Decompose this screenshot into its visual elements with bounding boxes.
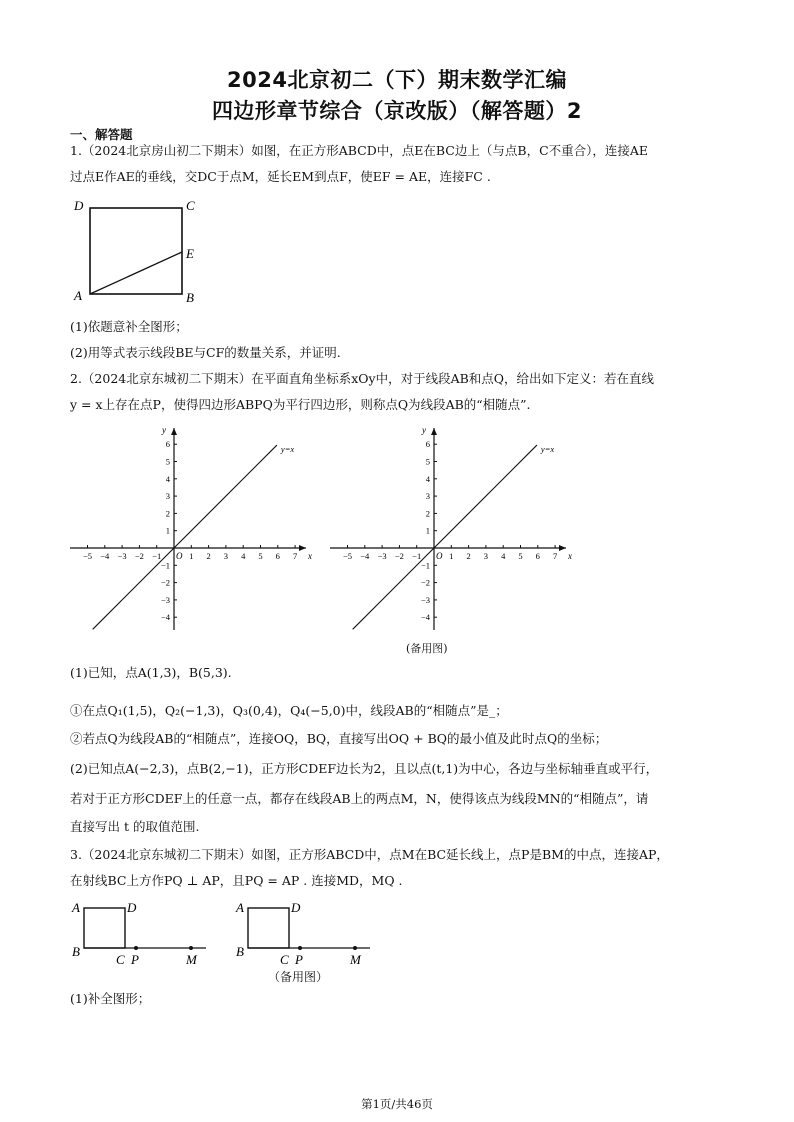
q2-spare-coordinate-graph: [330, 424, 580, 634]
q3-point-p: [134, 946, 138, 950]
x-axis-arrow: [299, 545, 306, 551]
q2-stem-line1: 2.（2024北京东城初二下期末）在平面直角坐标系xOy中，对于线段AB和点Q，给出如下定义：若在直线: [70, 371, 655, 386]
y-tick-label: 4: [425, 473, 430, 484]
q2-part1: (1)已知，点A(1,3)，B(5,3).: [70, 665, 232, 680]
y-tick-label: −4: [160, 612, 170, 623]
y-tick-label: 6: [165, 439, 170, 450]
y-tick-label: −1: [160, 560, 170, 571]
y-tick-label: 1: [425, 525, 430, 536]
q3-spare-label-a: A: [236, 900, 244, 915]
x-tick-label: −5: [82, 551, 93, 561]
x-tick-label: 6: [535, 551, 540, 561]
line-label: y=x: [280, 444, 295, 455]
q1-label-a: A: [74, 288, 82, 303]
x-tick-label: 5: [258, 551, 263, 561]
y-tick-label: 6: [425, 439, 430, 450]
x-axis-arrow: [559, 545, 566, 551]
x-tick-label: 7: [292, 551, 298, 561]
line-y-equals-x: [93, 445, 277, 629]
q3-label-p: P: [131, 952, 139, 967]
y-tick-label: −4: [420, 612, 430, 623]
q1-label-c: C: [186, 198, 195, 213]
q3-spare-point-m: [353, 946, 357, 950]
y-tick-label: −2: [160, 577, 170, 588]
q3-spare-label-b: B: [236, 944, 244, 959]
q1-square: [90, 208, 182, 294]
q2-part2-line1: (2)已知点A(−2,3)，点B(2,−1)，正方形CDEF边长为2，且以点(t,1)为中心，各边与坐标轴垂直或平行，: [70, 761, 659, 776]
q3-stem-line2: 在射线BC上方作PQ ⊥ AP，且PQ = AP . 连接MD，MQ .: [70, 873, 403, 888]
x-tick-label: 2: [466, 551, 471, 561]
q3-spare-label-p: P: [295, 952, 303, 967]
q3-stem-line1: 3.（2024北京东城初二下期末）如图，正方形ABCD中，点M在BC延长线上，点P是BM的中点，连接AP，: [70, 847, 669, 862]
doc-title-line1: 2024北京初二（下）期末数学汇编: [227, 68, 567, 92]
origin-label: O: [176, 551, 183, 561]
x-tick-label: 6: [275, 551, 280, 561]
q2-part1b: ②若点Q为线段AB的“相随点”，连接OQ，BQ，直接写出OQ + BQ的最小值及此时点Q的坐标；: [70, 731, 608, 746]
x-tick-label: −1: [152, 551, 162, 561]
x-axis-label: x: [308, 551, 312, 561]
q3-label-b: B: [72, 944, 80, 959]
y-tick-label: 5: [425, 456, 430, 467]
q3-point-m: [189, 946, 193, 950]
page-footer: 第1页/共46页: [361, 1097, 433, 1111]
q2-part2-line3: 直接写出 t 的取值范围.: [70, 819, 200, 834]
x-tick-label: 2: [206, 551, 211, 561]
q3-part1: (1)补全图形；: [70, 991, 151, 1006]
origin-label: O: [436, 551, 443, 561]
q3-spare-label-d: D: [291, 900, 301, 915]
y-tick-label: 1: [165, 525, 170, 536]
q3-spare-label-c: C: [280, 952, 289, 967]
q3-spare-caption: （备用图）: [268, 970, 329, 984]
q3-spare-point-p: [298, 946, 302, 950]
y-tick-label: −3: [420, 594, 430, 605]
x-tick-label: −3: [117, 551, 127, 561]
doc-title-line2: 四边形章节综合（京改版）（解答题）2: [211, 99, 583, 123]
q2-part1a: ①在点Q₁(1,5)，Q₂(−1,3)，Q₃(0,4)，Q₄(−5,0)中，线段AB的“相随点”是_；: [70, 703, 508, 718]
x-tick-label: −5: [342, 551, 353, 561]
x-tick-label: 3: [483, 551, 489, 561]
q2-stem-line2: y = x上存在点P，使得四边形ABPQ为平行四边形，则称点Q为线段AB的“相随点”.: [70, 397, 531, 412]
y-tick-label: −3: [160, 594, 170, 605]
q1-figure: [70, 196, 210, 308]
q3-label-d: D: [127, 900, 137, 915]
x-tick-label: 5: [518, 551, 523, 561]
q1-label-d: D: [74, 198, 84, 213]
q2-coordinate-graph: [70, 424, 320, 634]
y-tick-label: 2: [165, 508, 170, 519]
q3-figure: [70, 898, 220, 970]
x-tick-label: −2: [394, 551, 404, 561]
y-axis-arrow: [431, 428, 437, 435]
y-tick-label: 3: [425, 491, 430, 502]
x-tick-label: 3: [223, 551, 229, 561]
q1-stem-line2: 过点E作AE的垂线，交DC于点M，延长EM到点F，使EF = AE，连接FC .: [70, 169, 491, 184]
q2-spare-caption: (备用图): [406, 642, 448, 655]
x-tick-label: −2: [134, 551, 144, 561]
x-tick-label: −4: [360, 551, 370, 561]
q1-part1: (1)依题意补全图形；: [70, 319, 188, 334]
q1-label-b: B: [186, 290, 194, 305]
y-tick-label: −1: [420, 560, 430, 571]
y-axis-arrow: [171, 428, 177, 435]
x-tick-label: 1: [189, 551, 194, 561]
q2-part2-line2: 若对于正方形CDEF上的任意一点，都存在线段AB上的两点M，N，使得该点为线段MN的“相随点”，请: [70, 791, 649, 806]
q1-stem-line1: 1.（2024北京房山初二下期末）如图，在正方形ABCD中，点E在BC边上（与点B，C不重合），连接AE: [70, 143, 649, 158]
q3-label-a: A: [72, 900, 80, 915]
q1-label-e: E: [186, 246, 194, 261]
q3-spare-figure: [234, 898, 384, 970]
x-tick-label: −1: [412, 551, 422, 561]
q3-square: [84, 908, 125, 948]
x-tick-label: 4: [241, 551, 246, 561]
q3-spare-square: [248, 908, 289, 948]
y-tick-label: 3: [165, 491, 170, 502]
q3-spare-label-m: M: [350, 952, 361, 967]
line-y-equals-x: [353, 445, 537, 629]
q3-label-m: M: [186, 952, 197, 967]
y-tick-label: 2: [425, 508, 430, 519]
q3-label-c: C: [116, 952, 125, 967]
y-tick-label: 5: [165, 456, 170, 467]
y-tick-label: 4: [165, 473, 170, 484]
x-tick-label: −3: [377, 551, 387, 561]
y-tick-label: −2: [420, 577, 430, 588]
x-tick-label: −4: [100, 551, 110, 561]
y-axis-label: y: [422, 425, 426, 435]
x-axis-label: x: [568, 551, 572, 561]
x-tick-label: 7: [552, 551, 558, 561]
q1-part2: (2)用等式表示线段BE与CF的数量关系，并证明.: [70, 345, 341, 360]
x-tick-label: 4: [501, 551, 506, 561]
q1-segment-ae: [90, 252, 182, 294]
line-label: y=x: [540, 444, 555, 455]
y-axis-label: y: [162, 425, 166, 435]
x-tick-label: 1: [449, 551, 454, 561]
section-heading: 一、解答题: [70, 127, 133, 142]
